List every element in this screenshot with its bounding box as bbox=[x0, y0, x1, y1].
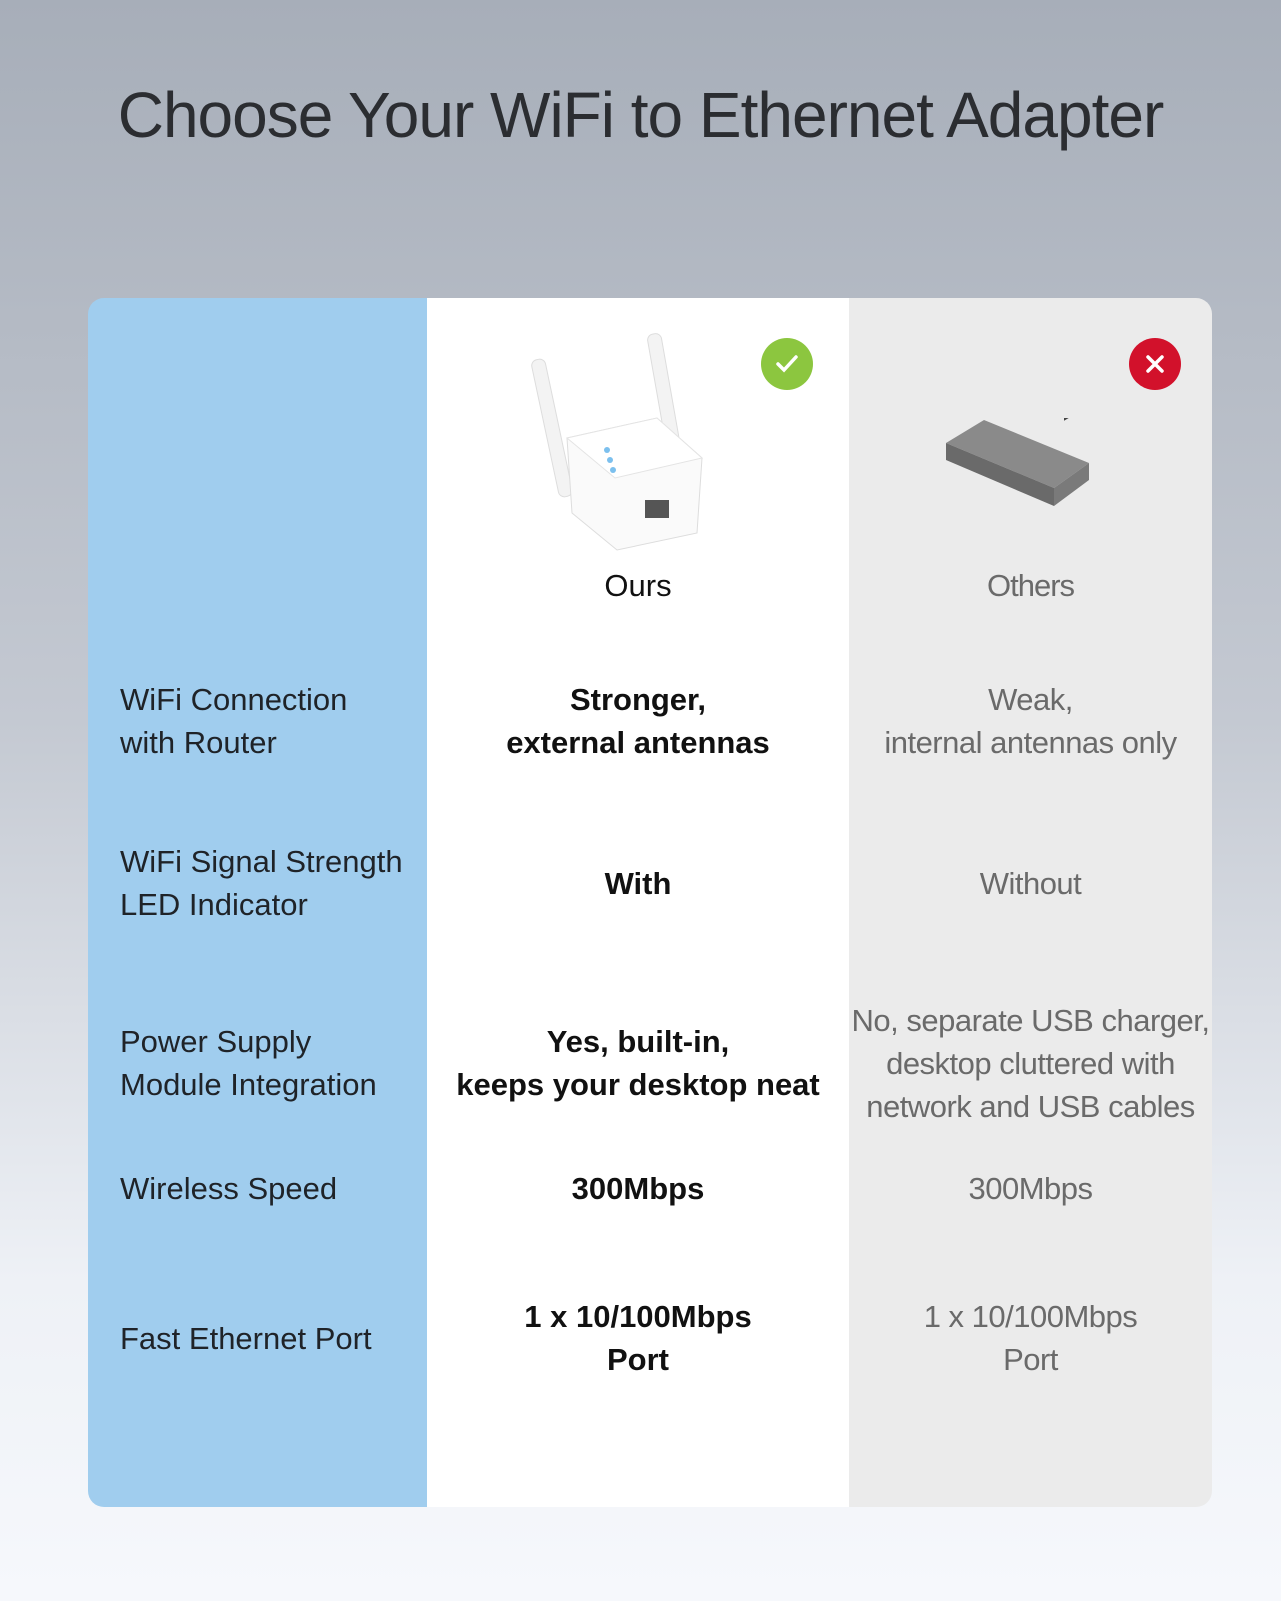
table-cell bbox=[88, 1168, 427, 1208]
comparison-table bbox=[88, 298, 1212, 1507]
others-adapter-image bbox=[944, 418, 1094, 513]
table-cell bbox=[88, 1298, 427, 1378]
others-header: Others bbox=[986, 568, 1075, 603]
ours-column bbox=[427, 298, 849, 1507]
ours-value: Stronger, external antennas bbox=[506, 682, 770, 760]
others-value: Weak, internal antennas only bbox=[884, 682, 1177, 760]
table-cell bbox=[849, 843, 1212, 923]
ours-value: 1 x 10/100Mbps Port bbox=[524, 1299, 752, 1377]
others-value: No, separate USB charger, desktop cluttered with network and USB cables bbox=[851, 1002, 1210, 1124]
feature-label: Wireless Speed bbox=[120, 1170, 338, 1206]
ours-value: 300Mbps bbox=[571, 1170, 705, 1206]
table-cell bbox=[427, 1168, 849, 1208]
feature-label: Fast Ethernet Port bbox=[120, 1320, 372, 1356]
table-cell bbox=[88, 843, 427, 923]
others-value: Without bbox=[979, 865, 1082, 901]
feature-label: Power Supply Module Integration bbox=[120, 1024, 377, 1102]
page-title: Choose Your WiFi to Ethernet Adapter bbox=[117, 79, 1164, 151]
check-icon bbox=[773, 350, 801, 378]
others-column bbox=[849, 298, 1212, 1507]
table-cell bbox=[427, 998, 849, 1128]
table-cell bbox=[427, 843, 849, 923]
ours-value: With bbox=[604, 865, 672, 901]
close-icon bbox=[1143, 352, 1167, 376]
feature-label: WiFi Connection with Router bbox=[120, 682, 348, 760]
table-cell bbox=[427, 681, 849, 761]
table-cell bbox=[88, 998, 427, 1128]
feature-label: WiFi Signal Strength LED Indicator bbox=[120, 844, 403, 922]
others-value: 300Mbps bbox=[968, 1170, 1093, 1206]
table-cell bbox=[88, 681, 427, 761]
table-cell bbox=[849, 1298, 1212, 1378]
table-cell bbox=[849, 681, 1212, 761]
table-cell bbox=[427, 1298, 849, 1378]
check-badge bbox=[761, 338, 813, 390]
cross-badge bbox=[1129, 338, 1181, 390]
ours-header: Ours bbox=[604, 568, 672, 603]
table-cell bbox=[849, 1168, 1212, 1208]
feature-label-column bbox=[88, 298, 427, 1507]
table-cell bbox=[849, 998, 1212, 1128]
ours-adapter-image bbox=[527, 328, 717, 553]
others-value: 1 x 10/100Mbps Port bbox=[923, 1299, 1138, 1377]
ours-value: Yes, built-in, keeps your desktop neat bbox=[456, 1024, 820, 1102]
